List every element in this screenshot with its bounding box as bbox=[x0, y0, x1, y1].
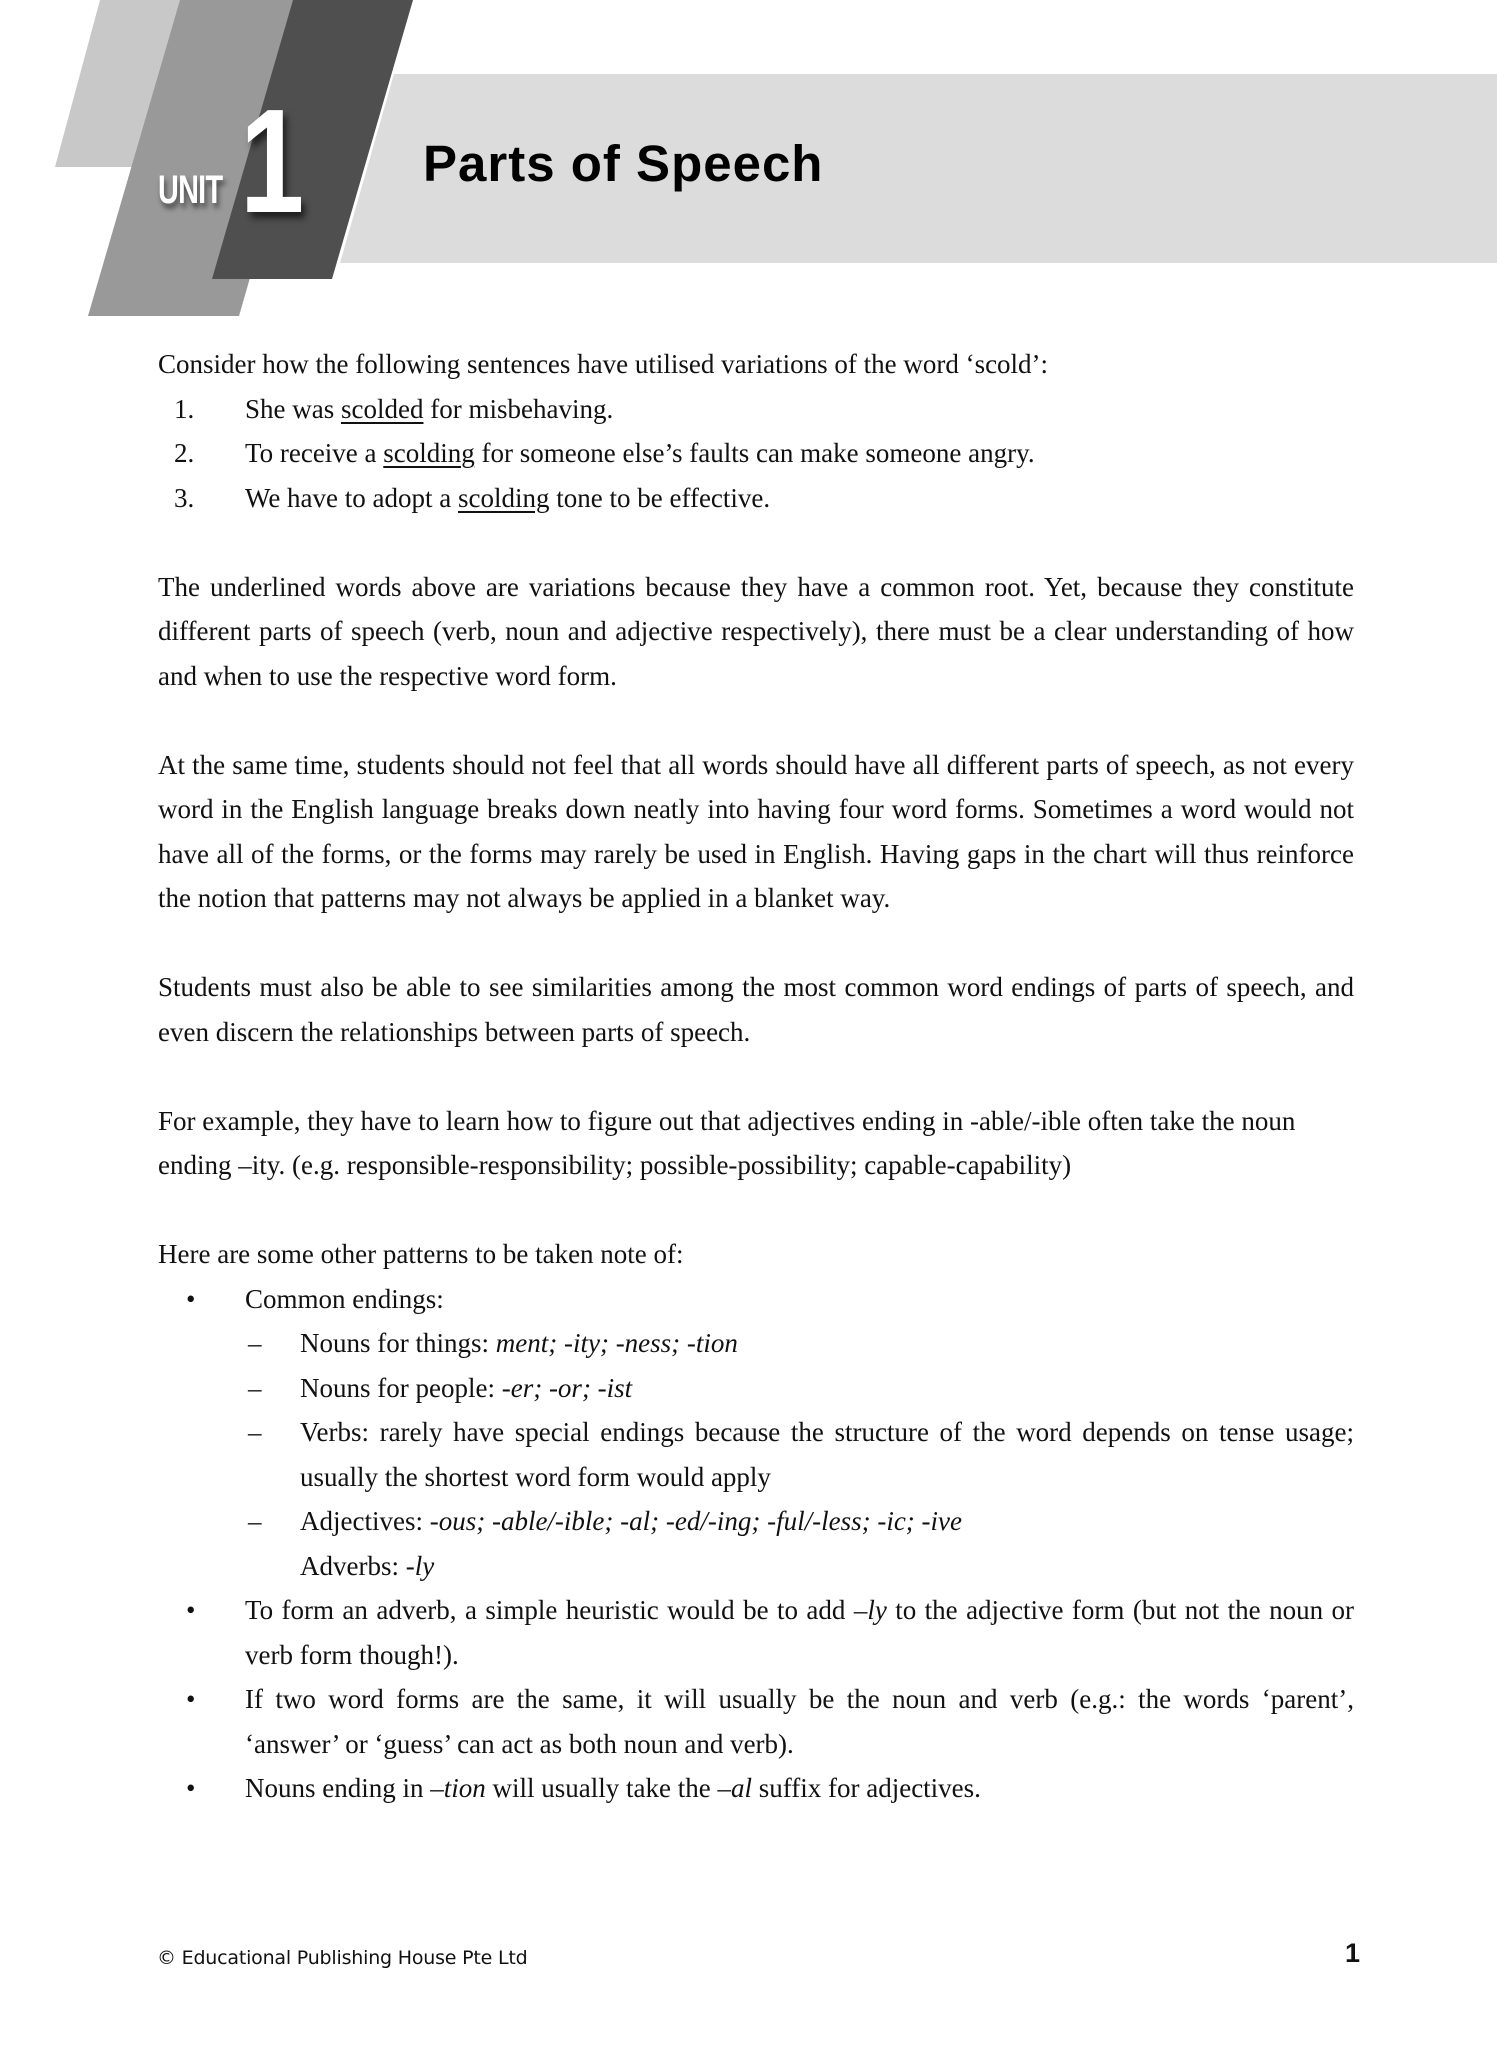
dash-icon: – bbox=[248, 1372, 262, 1403]
intro-text: Consider how the following sentences have utilised variations of the word ‘scold’: bbox=[158, 349, 1049, 379]
example-text: To receive a bbox=[245, 438, 384, 468]
endings-sublist bbox=[245, 1321, 1354, 1588]
underlined-word: scolding bbox=[458, 482, 550, 513]
bullet-icon: • bbox=[186, 1283, 196, 1314]
example-text: for someone else’s faults can make someone angry. bbox=[474, 438, 1035, 468]
paragraph: At the same time, students should not feel that all words should have all different parts of speech, as not every word in the English language breaks down neatly into having four word forms. Sometimes a word would not have all of the forms, or the forms may rarely be used in English. Having gaps in the chart will thus reinforce the notion that patterns may not always be applied in a blanket way. bbox=[158, 749, 1354, 913]
sub-item-label: Nouns for people: bbox=[300, 1372, 502, 1403]
example-item bbox=[158, 431, 1354, 476]
bullet-text: suffix for adjectives. bbox=[751, 1773, 981, 1803]
bullet-text: To form an adverb, a simple heuristic would be to add bbox=[245, 1595, 854, 1625]
paragraph: The underlined words above are variations because they have a common root. Yet, because they constitute different parts of speech (verb, noun and adjective respectively), there must be a clear understanding of how and when to use the respective word form. bbox=[158, 571, 1354, 691]
sub-item-endings: ment; -ity; -ness; -tion bbox=[495, 1328, 738, 1358]
patterns-intro: Here are some other patterns to be taken note of: bbox=[158, 1239, 684, 1269]
example-text: for misbehaving. bbox=[423, 393, 614, 424]
dash-icon: – bbox=[248, 1506, 262, 1536]
sub-item bbox=[245, 1410, 1354, 1499]
dash-icon: – bbox=[248, 1417, 262, 1447]
bullet-item-common-endings bbox=[158, 1277, 1354, 1589]
bullet-icon: • bbox=[186, 1684, 196, 1714]
example-item bbox=[158, 476, 1354, 521]
bullet-text: to the adjective form (but not the noun or verb form though!). bbox=[245, 1595, 1354, 1670]
sub-item-endings: -er; -or; -ist bbox=[501, 1372, 633, 1403]
list-number: 1. bbox=[174, 393, 195, 424]
bullet-text: Nouns ending in bbox=[245, 1773, 431, 1803]
example-text: She was bbox=[245, 393, 341, 424]
bullet-icon: • bbox=[186, 1595, 196, 1625]
list-number: 3. bbox=[174, 482, 195, 513]
intro-sentence bbox=[158, 342, 1354, 387]
example-item bbox=[158, 387, 1354, 432]
bullet-item bbox=[158, 1588, 1354, 1677]
underlined-word: scolding bbox=[383, 438, 475, 468]
sub-item bbox=[245, 1366, 1354, 1411]
bullet-text: will usually take the bbox=[485, 1773, 718, 1803]
bullet-item bbox=[158, 1766, 1354, 1811]
page-number: 1 bbox=[1345, 1938, 1361, 1968]
bullet-italic: –al bbox=[717, 1773, 752, 1803]
bullet-text: Common endings: bbox=[245, 1283, 444, 1314]
sub-item-label: Verbs: rarely have special endings because the structure of the word depends on tense usage; usually the shortest word form would apply bbox=[300, 1417, 1354, 1492]
copyright-notice: © Educational Publishing House Pte Ltd bbox=[157, 1947, 528, 1969]
dash-icon: – bbox=[248, 1328, 262, 1358]
sub-item bbox=[245, 1321, 1354, 1366]
patterns-list bbox=[158, 1277, 1354, 1811]
paragraph: Students must also be able to see similarities among the most common word endings of parts of speech, and even discern the relationships between parts of speech. bbox=[158, 972, 1354, 1047]
paragraph: For example, they have to learn how to figure out that adjectives ending in -able/-ible often take the noun ending –ity. (e.g. responsible-responsibility; possible-possibility; capable-capability) bbox=[158, 1105, 1296, 1180]
sub-item-label: Adverbs: bbox=[300, 1550, 406, 1581]
bullet-text: If two word forms are the same, it will usually be the noun and verb (e.g.: the words ‘parent’, ‘answer’ or ‘guess’ can act as both noun and verb). bbox=[245, 1684, 1354, 1759]
underlined-word: scolded bbox=[341, 393, 424, 424]
sub-item-label: Adjectives: bbox=[300, 1506, 430, 1536]
bullet-italic: –tion bbox=[430, 1773, 486, 1803]
body-content bbox=[158, 342, 1354, 1811]
example-text: tone to be effective. bbox=[549, 482, 771, 513]
example-text: We have to adopt a bbox=[245, 482, 458, 513]
bullet-icon: • bbox=[186, 1773, 196, 1803]
sub-item-endings: -ly bbox=[405, 1550, 435, 1581]
example-list bbox=[158, 387, 1354, 521]
sub-item-endings: -ous; -able/-ible; -al; -ed/-ing; -ful/-less; -ic; -ive bbox=[429, 1506, 963, 1536]
bullet-item bbox=[158, 1677, 1354, 1766]
list-number: 2. bbox=[174, 438, 195, 468]
unit-label: UNIT bbox=[158, 168, 223, 212]
page-title: Parts of Speech bbox=[423, 135, 824, 192]
sub-item-adverbs bbox=[245, 1544, 1354, 1589]
bullet-italic: –ly bbox=[853, 1595, 887, 1625]
sub-item-label: Nouns for things: bbox=[300, 1328, 496, 1358]
unit-number: 1 bbox=[240, 79, 305, 244]
sub-item bbox=[245, 1499, 1354, 1544]
